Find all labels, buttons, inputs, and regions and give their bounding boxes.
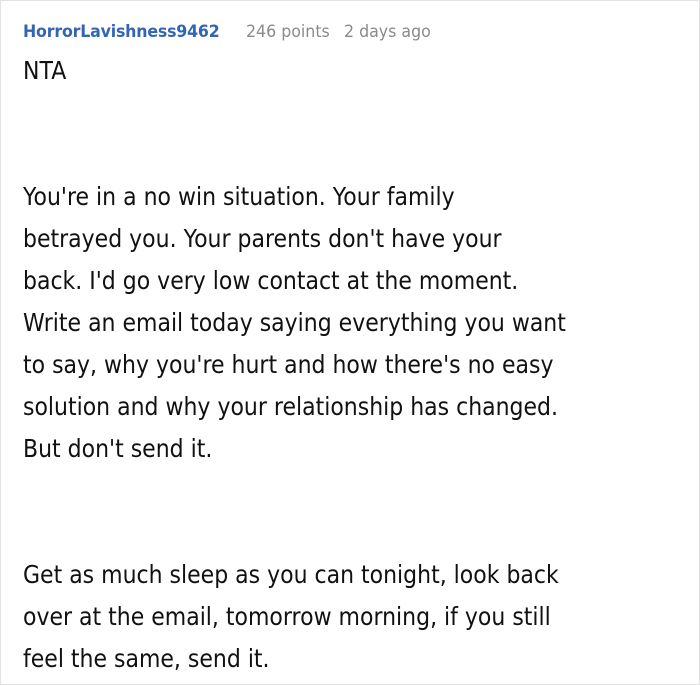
comment-line: But don't send it. xyxy=(23,434,213,463)
comment-line: feel the same, send it. xyxy=(23,644,270,673)
author-link[interactable]: HorrorLavishness9462 xyxy=(23,22,220,42)
comment-line: over at the email, tomorrow morning, if you still xyxy=(23,602,551,631)
comment-line: betrayed you. Your parents don't have your xyxy=(23,224,502,253)
comment-line: You're in a no win situation. Your family xyxy=(23,182,455,211)
comment-body xyxy=(23,50,700,680)
comment-line: NTA xyxy=(23,56,67,85)
comment-meta xyxy=(23,19,438,45)
comment-line: to say, why you're hurt and how there's no easy xyxy=(23,350,554,379)
comment-line: back. I'd go very low contact at the moment. xyxy=(23,266,519,295)
comment-line: solution and why your relationship has changed. xyxy=(23,392,559,421)
comment-line: Write an email today saying everything you want xyxy=(23,308,566,337)
comment-line: Get as much sleep as you can tonight, look back xyxy=(23,560,559,589)
points-count: 246 points xyxy=(246,22,331,42)
timestamp: 2 days ago xyxy=(344,22,432,42)
